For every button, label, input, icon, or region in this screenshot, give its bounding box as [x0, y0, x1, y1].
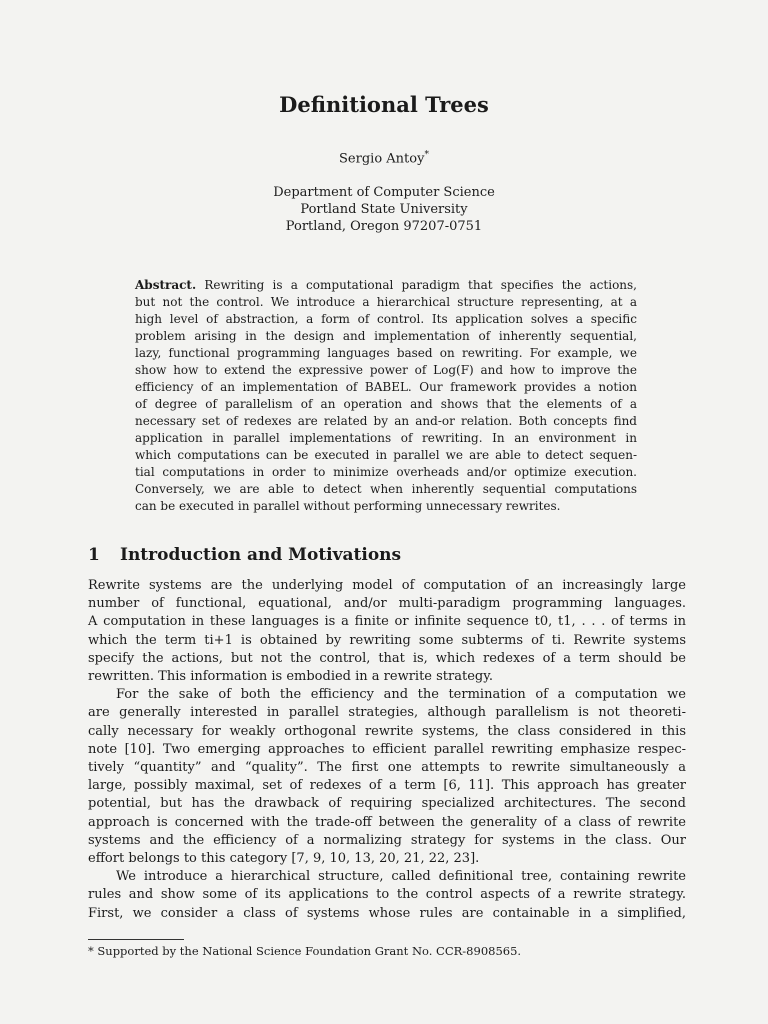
abstract-line: tial computations in order to minimize overheads and/or optimize execution. [135, 465, 637, 479]
abstract-line: can be executed in parallel without performing unnecessary rewrites. [135, 499, 561, 513]
body-line: large, possibly maximal, set of redexes of a term [6, 11]. This approach has greater [88, 778, 686, 794]
abstract-line: Conversely, we are able to detect when inherently sequential computations [135, 482, 637, 496]
abstract [135, 277, 637, 515]
body-line: We introduce a hierarchical structure, called definitional tree, containing rewrite [116, 869, 686, 885]
abstract-line: which computations can be executed in parallel we are able to detect sequen- [135, 448, 637, 462]
body-line: potential, but has the drawback of requiring specialized architectures. The second [88, 796, 686, 812]
body-line: cally necessary for weakly orthogonal rewrite systems, the class considered in this [88, 723, 686, 739]
body-text [88, 577, 686, 923]
author-footnote-mark: * [424, 150, 429, 160]
abstract-line: of degree of parallelism of an operation and shows that the elements of a [135, 397, 637, 411]
section-heading [88, 545, 401, 565]
body-line: which the term ti+1 is obtained by rewriting some subterms of ti. Rewrite systems [88, 632, 686, 648]
affiliation-line: Department of Computer Science [273, 185, 495, 200]
abstract-line: show how to extend the expressive power of Log(F) and how to improve the [135, 363, 637, 377]
section-title: Introduction and Motivations [120, 545, 402, 565]
body-line: approach is concerned with the trade-off between the generality of a class of rewrite [88, 814, 686, 830]
abstract-line [135, 277, 637, 294]
body-line: are generally interested in parallel strategies, although parallelism is not theoreti- [88, 705, 686, 721]
abstract-line: efficiency of an implementation of BABEL. Our framework provides a notion [135, 380, 637, 394]
abstract-line: lazy, functional programming languages based on rewriting. For example, we [135, 346, 637, 360]
body-line: specify the actions, but not the control, that is, which redexes of a term should be [88, 650, 686, 666]
author-name-text: Sergio Antoy [339, 151, 425, 167]
body-line: tively “quantity” and “quality”. The first one attempts to rewrite simultaneously a [88, 760, 686, 776]
author-name [0, 150, 768, 166]
affiliation-line: Portland, Oregon 97207-0751 [285, 219, 483, 234]
abstract-label: Abstract. [135, 278, 197, 292]
body-line: First, we consider a class of systems whose rules are containable in a simplified, [88, 905, 686, 921]
abstract-line-text: Rewriting is a computational paradigm that specifies the actions, [204, 278, 637, 292]
paper-title: Definitional Trees [279, 92, 489, 117]
footnote-rule [88, 939, 184, 940]
abstract-line: necessary set of redexes are related by an and-or relation. Both concepts find [135, 414, 637, 428]
body-line: Rewrite systems are the underlying model of computation of an increasingly large [88, 578, 686, 593]
abstract-line: problem arising in the design and implementation of inherently sequential, [135, 329, 637, 343]
abstract-line: but not the control. We introduce a hierarchical structure representing, at a [135, 295, 637, 309]
body-line: effort belongs to this category [7, 9, 10, 13, 20, 21, 22, 23]. [88, 851, 480, 867]
body-line: note [10]. Two emerging approaches to efficient parallel rewriting emphasize respec- [88, 741, 686, 757]
section-number: 1 [88, 545, 100, 565]
body-line: rules and show some of its applications to the control aspects of a rewrite strategy. [88, 887, 686, 903]
abstract-line: application in parallel implementations of rewriting. In an environment in [135, 431, 637, 445]
body-line: A computation in these languages is a finite or infinite sequence t0, t1, . . . of terms in [88, 614, 686, 630]
abstract-line: high level of abstraction, a form of control. Its application solves a specific [135, 312, 637, 326]
affiliation-line: Portland State University [300, 202, 468, 217]
body-line: rewritten. This information is embodied in a rewrite strategy. [88, 669, 493, 685]
body-line: For the sake of both the efficiency and the termination of a computation we [116, 687, 686, 703]
affiliation [0, 184, 768, 235]
body-line: number of functional, equational, and/or multi-paradigm programming languages. [88, 596, 686, 612]
body-line: systems and the efficiency of a normalizing strategy for systems in the class. Our [88, 832, 686, 848]
footnote: * Supported by the National Science Foundation Grant No. CCR-8908565. [88, 944, 522, 958]
